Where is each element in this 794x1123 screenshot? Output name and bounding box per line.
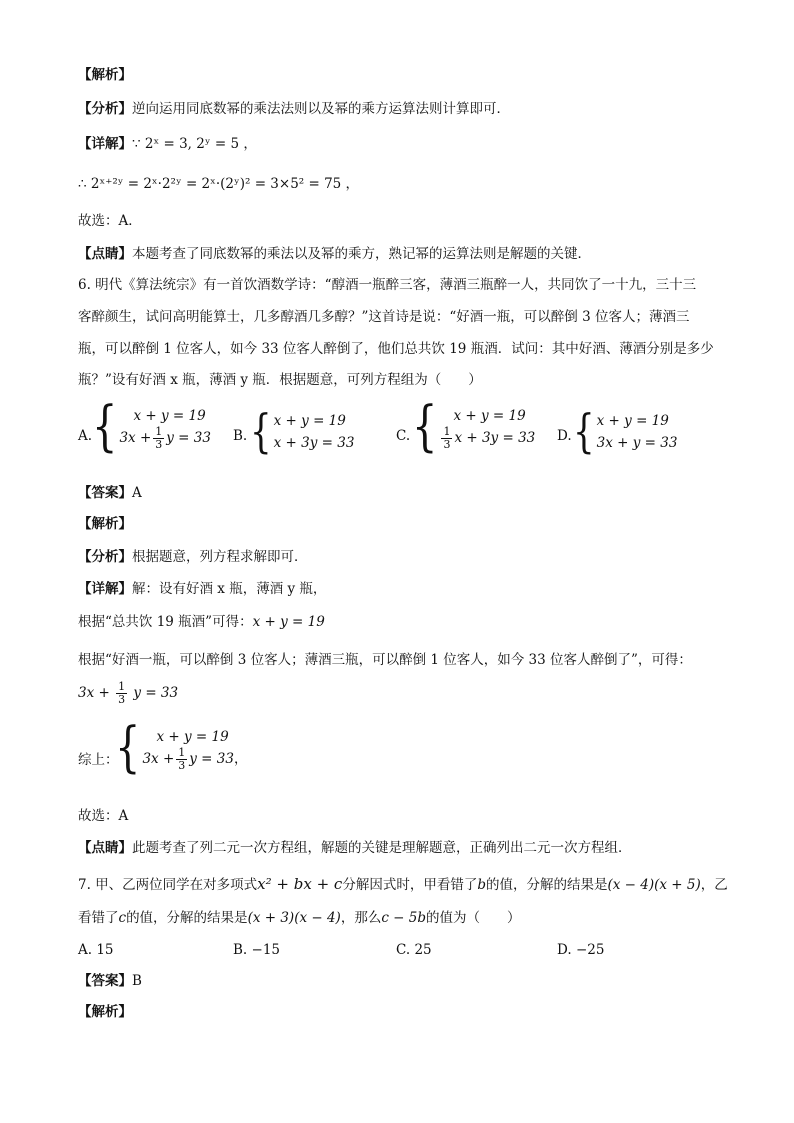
summary-eq2: 3x + $\frac{1}{3}$ y = 33 ， (142, 745, 248, 772)
brace-icon: { (250, 405, 272, 459)
q6-option-c-eq1: x + y = 19 (453, 407, 526, 424)
q7-option-d: D. −25 (557, 942, 605, 958)
q6-step-1: 根据“总共饮 19 瓶酒”可得：x + y = 19 (78, 614, 325, 630)
fraction: $\frac{1}{3}$ (443, 424, 451, 451)
summary-eq1: x + y = 19 (156, 728, 229, 745)
given-equation: ∵ 2ˣ = 3, 2ʸ = 5 ， (132, 136, 257, 152)
expression: c − 5b (381, 910, 427, 926)
q6-choice-line: 故选：A (78, 808, 129, 824)
comment-paragraph (78, 246, 591, 262)
q6-option-c-label: C. (396, 428, 411, 444)
q7-answer (78, 973, 142, 989)
q7-stem-line-2: 看错了c的值，分解的结果是(x + 3)(x − 4)，那么c − 5b的值为（ ） (78, 910, 521, 926)
fraction: $\frac{1}{3}$ (118, 680, 126, 706)
q6-stem-line-2: 客醉颜生，试问高明能算士，几多醇酒几多醇？”这首诗是说：“好酒一瓶，可以醉倒 3 位客人；薄酒三 (78, 309, 690, 325)
answer-tag: 【答案】 (78, 485, 132, 501)
comment-text: 本题考查了同底数幂的乘法以及幂的乘方，熟记幂的运算法则是解题的关键． (132, 246, 591, 262)
comment-tag: 【点睛】 (78, 840, 132, 856)
q6-option-b-eq1: x + y = 19 (273, 412, 346, 429)
q6-step-2: 根据“好酒一瓶，可以醉倒 3 位客人；薄酒三瓶，可以醉倒 1 位客人，如今 33 位客人醉倒了”，可得： (78, 652, 692, 668)
q6-option-d-eq2: 3x + y = 33 (596, 434, 678, 451)
q6-option-c-system (412, 395, 536, 459)
q7-option-c: C. 25 (396, 942, 432, 958)
q6-summary-label: 综上： (78, 752, 119, 768)
fraction: $\frac{1}{3}$ (155, 424, 163, 451)
q6-stem-line-3: 瓶，可以醉倒 1 位客人，如今 33 位客人醉倒了，他们总共饮 19 瓶酒．试问：其中好酒、薄酒分别是多少 (78, 341, 714, 357)
q6-stem-line-1: 6. 明代《算法统宗》有一首饮酒数学诗：“醇酒一瓶醉三客，薄酒三瓶醉一人，共同饮了一十九，三十三 (78, 277, 697, 293)
var-b: b (477, 877, 486, 893)
q6-detail-paragraph (78, 581, 326, 597)
q6-option-d-eq1: x + y = 19 (596, 412, 669, 429)
q6-stem-line-4: 瓶？”设有好酒 x 瓶，薄酒 y 瓶．根据题意，可列方程组为（ ） (78, 372, 482, 388)
q7-stem-line-1: 7. 甲、乙两位同学在对多项式x² + bx + c分解因式时，甲看错了b的值，分解的结果是(x − 4)(x + 5)，乙 (78, 875, 728, 893)
detail-tag: 【详解】 (78, 136, 132, 152)
brace-icon: { (115, 716, 141, 780)
q6-option-d-label: D. (557, 428, 572, 444)
q6-answer (78, 485, 142, 501)
q7-option-a: A. 15 (78, 942, 114, 958)
analysis-tag: 【分析】 (78, 549, 132, 565)
answer-tag: 【答案】 (78, 973, 132, 989)
q6-option-a-eq2: 3x + $\frac{1}{3}$ y = 33 (119, 424, 211, 451)
fraction: $\frac{1}{3}$ (178, 745, 186, 772)
detail-text: 解：设有好酒 x 瓶，薄酒 y 瓶， (132, 581, 327, 597)
choice-line: 故选：A． (78, 213, 142, 229)
polynomial: x² + bx + c (257, 875, 343, 893)
q6-summary-system (115, 716, 248, 780)
derivation-line: ∴ 2ˣ⁺²ʸ = 2ˣ·2²ʸ = 2ˣ·(2ʸ)² = 3×5² = 75 ， (78, 176, 360, 192)
var-c: c (118, 910, 127, 926)
q6-option-a-label: A. (78, 428, 93, 444)
q7-option-b: B. −15 (233, 942, 281, 958)
q7-analysis-heading: 【解析】 (78, 1004, 132, 1020)
analysis-text: 逆向运用同底数幂的乘法法则以及幂的乘方运算法则计算即可． (132, 101, 510, 117)
comment-text: 此题考查了列二元一次方程组，解题的关键是理解题意，正确列出二元一次方程组． (132, 840, 632, 856)
analysis-tag: 【分析】 (78, 101, 132, 117)
detail-tag: 【详解】 (78, 581, 132, 597)
q6-option-b-label: B. (233, 428, 248, 444)
detail-paragraph (78, 136, 257, 152)
comment-tag: 【点睛】 (78, 246, 132, 262)
q6-option-d-system (573, 405, 678, 459)
brace-icon: { (92, 395, 118, 459)
q6-option-a-eq1: x + y = 19 (133, 407, 206, 424)
analysis-heading: 【解析】 (78, 67, 132, 83)
q6-option-b-eq2: x + 3y = 33 (273, 434, 355, 451)
answer-value: B (132, 973, 142, 989)
q6-analysis-paragraph (78, 549, 308, 565)
result-1: (x − 4)(x + 5) (607, 877, 701, 893)
analysis-text: 根据题意，列方程求解即可． (132, 549, 308, 565)
q6-comment-paragraph (78, 840, 632, 856)
q6-option-a-system (92, 395, 211, 459)
answer-value: A (132, 485, 142, 501)
brace-icon: { (573, 405, 595, 459)
step1-equation: x + y = 19 (252, 614, 325, 630)
brace-icon: { (412, 395, 438, 459)
q6-step-2-equation: 3x + $\frac{1}{3}$ y = 33 (78, 680, 179, 706)
result-2: (x + 3)(x − 4) (247, 910, 341, 926)
q6-option-b-system (250, 405, 355, 459)
analysis-paragraph (78, 101, 510, 117)
q6-analysis-heading: 【解析】 (78, 516, 132, 532)
q6-option-c-eq2: $\frac{1}{3}$ x + 3y = 33 (443, 424, 536, 451)
